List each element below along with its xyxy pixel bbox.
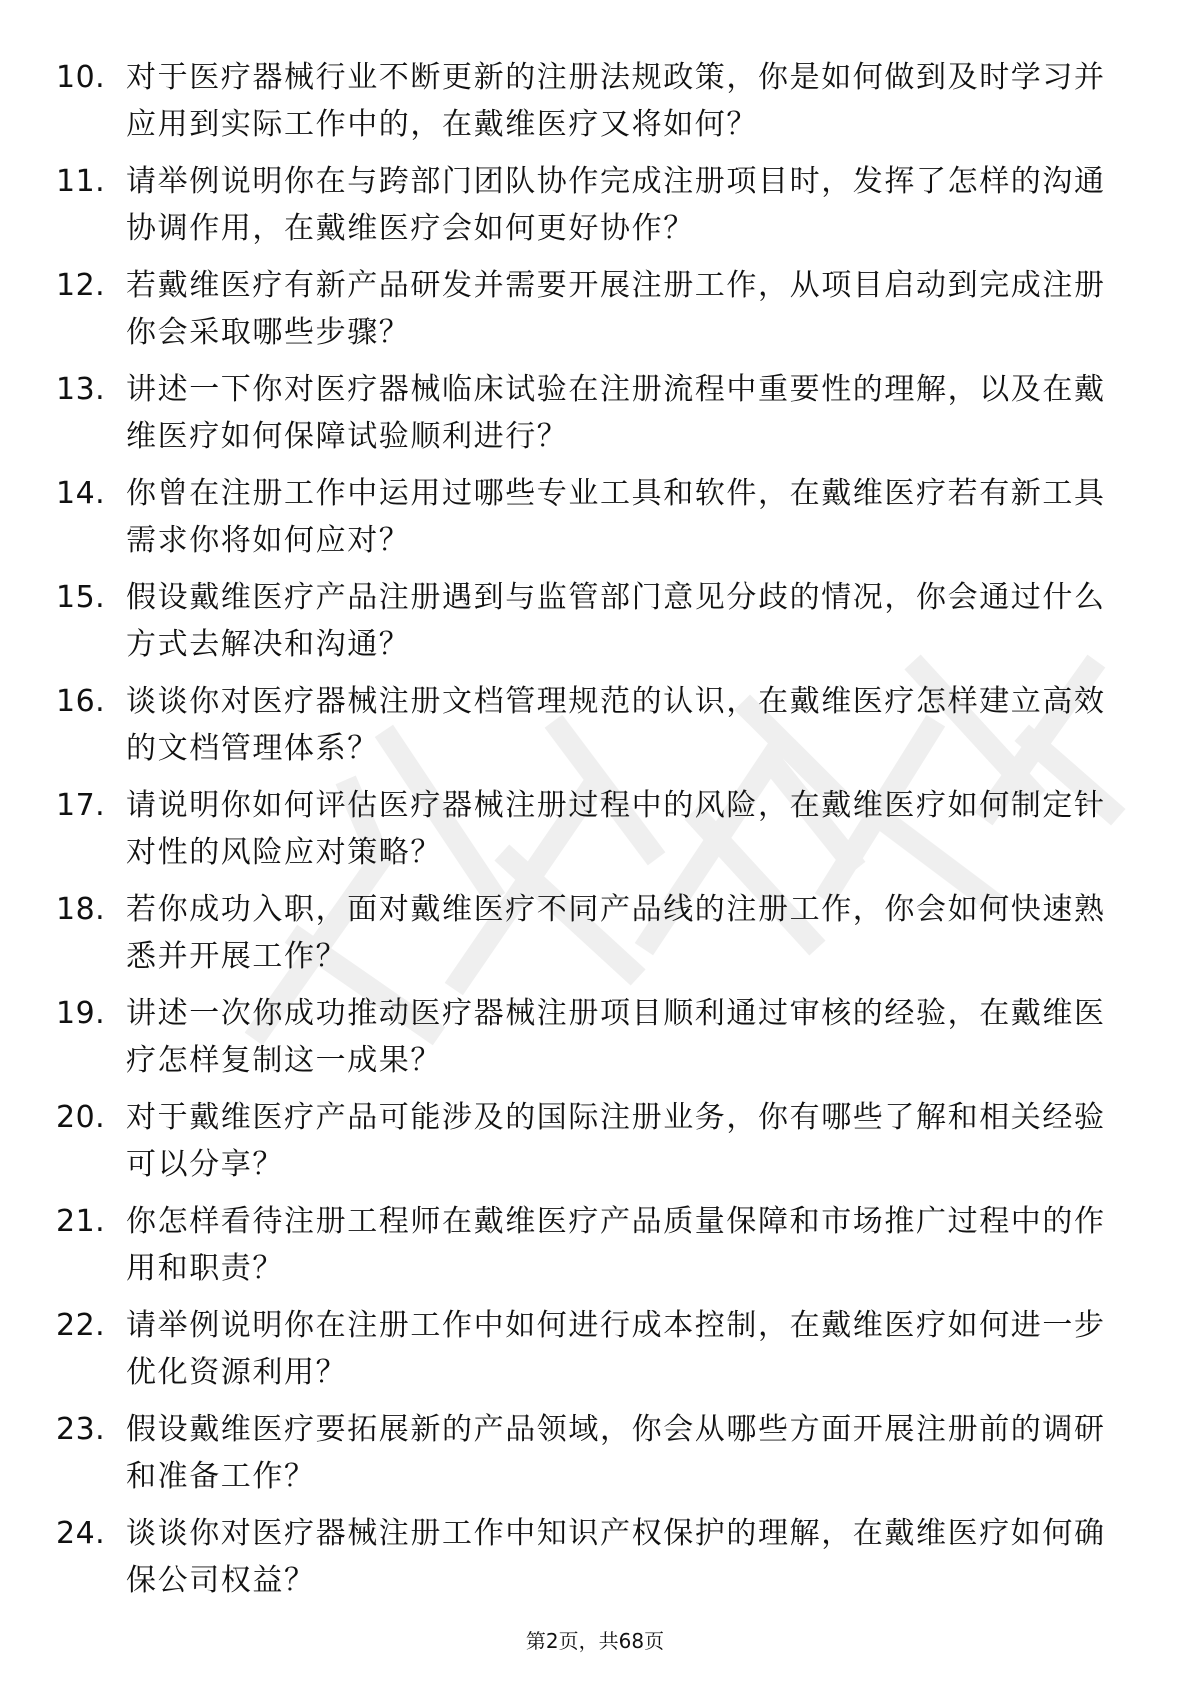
question-number: 17. — [56, 788, 106, 823]
question-item — [0, 1094, 1190, 1198]
question-number: 21. — [56, 1204, 106, 1239]
question-text: 你曾在注册工作中运用过哪些专业工具和软件，在戴维医疗若有新工具需求你将如何应对？ — [126, 476, 1106, 558]
question-number: 18. — [56, 892, 106, 927]
question-number: 23. — [56, 1412, 106, 1447]
question-text: 请举例说明你在与跨部门团队协作完成注册项目时，发挥了怎样的沟通协调作用，在戴维医疗会如何更好协作？ — [126, 164, 1106, 246]
question-number: 14. — [56, 476, 106, 511]
question-text: 请说明你如何评估医疗器械注册过程中的风险，在戴维医疗如何制定针对性的风险应对策略？ — [126, 788, 1106, 870]
question-text: 谈谈你对医疗器械注册工作中知识产权保护的理解，在戴维医疗如何确保公司权益？ — [126, 1516, 1106, 1598]
question-text: 若戴维医疗有新产品研发并需要开展注册工作，从项目启动到完成注册你会采取哪些步骤？ — [126, 268, 1106, 350]
question-text: 谈谈你对医疗器械注册文档管理规范的认识，在戴维医疗怎样建立高效的文档管理体系？ — [126, 684, 1106, 766]
question-text: 假设戴维医疗产品注册遇到与监管部门意见分歧的情况，你会通过什么方式去解决和沟通？ — [126, 580, 1106, 662]
question-list — [0, 54, 1190, 1614]
question-item — [0, 990, 1190, 1094]
question-item — [0, 1510, 1190, 1614]
question-item — [0, 678, 1190, 782]
question-item — [0, 1198, 1190, 1302]
question-number: 15. — [56, 580, 106, 615]
question-item — [0, 262, 1190, 366]
question-number: 16. — [56, 684, 106, 719]
question-item — [0, 574, 1190, 678]
question-text: 对于戴维医疗产品可能涉及的国际注册业务，你有哪些了解和相关经验可以分享？ — [126, 1100, 1106, 1182]
question-number: 11. — [56, 164, 106, 199]
question-item — [0, 782, 1190, 886]
question-item — [0, 1302, 1190, 1406]
question-item — [0, 1406, 1190, 1510]
question-text: 讲述一下你对医疗器械临床试验在注册流程中重要性的理解，以及在戴维医疗如何保障试验顺利进行？ — [126, 372, 1106, 454]
question-text: 对于医疗器械行业不断更新的注册法规政策，你是如何做到及时学习并应用到实际工作中的，在戴维医疗又将如何？ — [126, 60, 1106, 142]
question-number: 22. — [56, 1308, 106, 1343]
question-number: 13. — [56, 372, 106, 407]
question-text: 请举例说明你在注册工作中如何进行成本控制，在戴维医疗如何进一步优化资源利用？ — [126, 1308, 1106, 1390]
question-item — [0, 54, 1190, 158]
question-item — [0, 158, 1190, 262]
question-number: 20. — [56, 1100, 106, 1135]
question-number: 10. — [56, 60, 106, 95]
question-number: 24. — [56, 1516, 106, 1551]
question-text: 若你成功入职，面对戴维医疗不同产品线的注册工作，你会如何快速熟悉并开展工作？ — [126, 892, 1106, 974]
question-item — [0, 366, 1190, 470]
question-text: 你怎样看待注册工程师在戴维医疗产品质量保障和市场推广过程中的作用和职责？ — [126, 1204, 1106, 1286]
page-footer: 第2页，共68页 — [525, 1629, 665, 1653]
question-item — [0, 886, 1190, 990]
question-text: 假设戴维医疗要拓展新的产品领域，你会从哪些方面开展注册前的调研和准备工作？ — [126, 1412, 1106, 1494]
question-text: 讲述一次你成功推动医疗器械注册项目顺利通过审核的经验，在戴维医疗怎样复制这一成果？ — [126, 996, 1106, 1078]
question-item — [0, 470, 1190, 574]
question-number: 19. — [56, 996, 106, 1031]
question-number: 12. — [56, 268, 106, 303]
